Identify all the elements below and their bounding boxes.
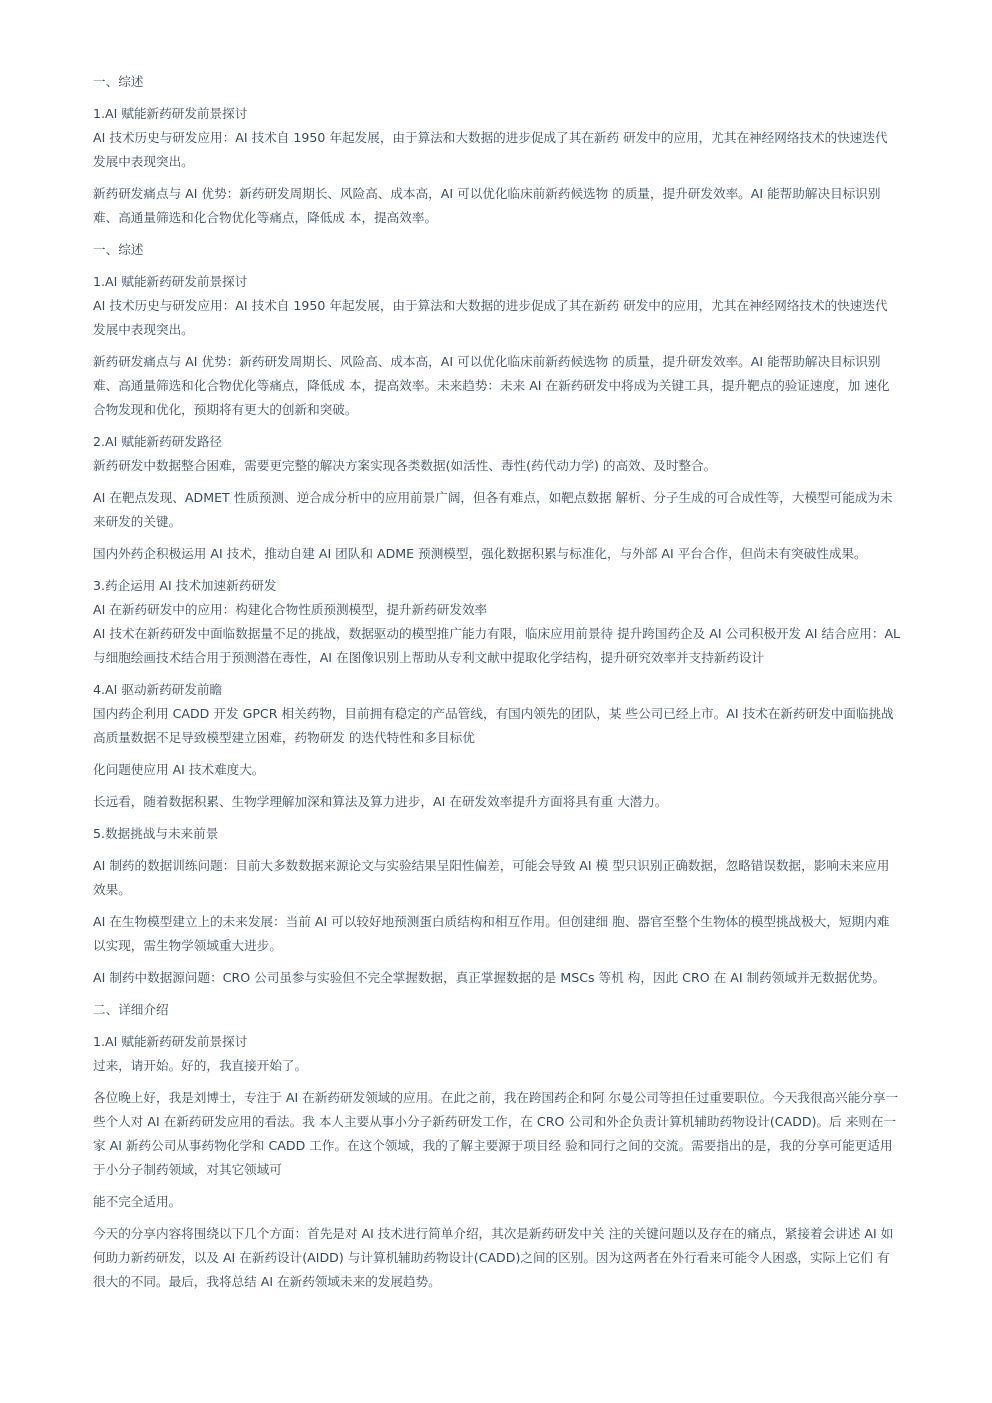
- paragraph: [93, 350, 941, 422]
- text-line: AI 制药中数据源问题：CRO 公司虽参与实验但不完全掌握数据，真正掌握数据的是 MSCs 等机 构，因此 CRO 在 AI 制药领域并无数据优势。: [93, 970, 886, 985]
- text-line: AI 技术在新药研发中面临数据量不足的挑战，数据驱动的模型推广能力有限，临床应用前景待 提升跨国药企及 AI 公司积极开发 AI 结合应用：AL: [93, 626, 901, 641]
- text-line: 各位晚上好，我是刘博士，专注于 AI 在新药研发领域的应用。在此之前，我在跨国药企和阿 尔曼公司等担任过重要职位。今天我很高兴能分享一: [93, 1090, 899, 1105]
- paragraph: [93, 790, 941, 814]
- paragraph: [93, 1190, 941, 1214]
- text-line: 一、综述: [93, 74, 144, 89]
- text-line: 于小分子制药领域，对其它领域可: [93, 1162, 282, 1177]
- text-line: 3.药企运用 AI 技术加速新药研发: [93, 578, 277, 593]
- paragraph: [93, 1222, 941, 1294]
- text-line: 以实现，需生物学领域重大进步。: [93, 938, 282, 953]
- paragraph: [93, 270, 941, 342]
- text-line: 新药研发痛点与 AI 优势：新药研发周期长、风险高、成本高，AI 可以优化临床前新药候选物 的质量，提升研发效率。AI 能帮助解决目标识别: [93, 186, 881, 201]
- text-line: AI 技术历史与研发应用：AI 技术自 1950 年起发展，由于算法和大数据的进步促成了其在新药 研发中的应用，尤其在神经网络技术的快速迭代: [93, 130, 888, 145]
- paragraph: [93, 574, 941, 670]
- text-line: 新药研发痛点与 AI 优势：新药研发周期长、风险高、成本高，AI 可以优化临床前新药候选物 的质量，提升研发效率。AI 能帮助解决目标识别: [93, 354, 881, 369]
- text-line: 新药研发中数据整合困难，需要更完整的解决方案实现各类数据(如活性、毒性(药代动力学) 的高效、及时整合。: [93, 458, 717, 473]
- text-line: 何助力新药研发，以及 AI 在新药设计(AIDD) 与计算机辅助药物设计(CADD)之间的区别。因为这两者在外行看来可能令人困惑，实际上它们 有: [93, 1250, 890, 1265]
- paragraph: [93, 102, 941, 174]
- paragraph: [93, 910, 941, 958]
- paragraph: [93, 430, 941, 478]
- text-line: 化问题使应用 AI 技术难度大。: [93, 762, 265, 777]
- text-line: 难、高通量筛选和化合物优化等痛点，降低成 本，提高效率。: [93, 210, 438, 225]
- paragraph: [93, 1086, 941, 1182]
- paragraph: [93, 238, 941, 262]
- text-line: 难、高通量筛选和化合物优化等痛点，降低成 本，提高效率。未来趋势：未来 AI 在新药研发中将成为关键工具，提升靶点的验证速度，加 速化: [93, 378, 890, 393]
- paragraph: [93, 486, 941, 534]
- text-line: 国内外药企积极运用 AI 技术，推动自建 AI 团队和 ADME 预测模型，强化数据积累与标准化，与外部 AI 平台合作，但尚未有突破性成果。: [93, 546, 867, 561]
- text-line: AI 制药的数据训练问题：目前大多数数据来源论文与实验结果呈阳性偏差，可能会导致 AI 模 型只识别正确数据，忽略错误数据，影响未来应用: [93, 858, 890, 873]
- text-line: AI 在生物模型建立上的未来发展：当前 AI 可以较好地预测蛋白质结构和相互作用。但创建细 胞、器官至整个生物体的模型挑战极大，短期内难: [93, 914, 890, 929]
- text-line: AI 在靶点发现、ADMET 性质预测、逆合成分析中的应用前景广阔，但各有难点，如靶点数据 解析、分子生成的可合成性等，大模型可能成为未: [93, 490, 893, 505]
- paragraph: [93, 1030, 941, 1078]
- text-line: 些个人对 AI 在新药研发应用的看法。我 本人主要从事小分子新药研发工作，在 CRO 公司和外企负责计算机辅助药物设计(CADD)。后 来则在一: [93, 1114, 897, 1129]
- text-line: AI 在新药研发中的应用：构建化合物性质预测模型，提升新药研发效率: [93, 602, 488, 617]
- paragraph: [93, 182, 941, 230]
- paragraph: [93, 678, 941, 750]
- text-line: 合物发现和优化，预期将有更大的创新和突破。: [93, 402, 358, 417]
- text-line: 2.AI 赋能新药研发路径: [93, 434, 223, 449]
- text-line: 1.AI 赋能新药研发前景探讨: [93, 274, 248, 289]
- text-line: 国内药企利用 CADD 开发 GPCR 相关药物，目前拥有稳定的产品管线，有国内领先的团队，某 些公司已经上市。AI 技术在新药研发中面临挑战: [93, 706, 894, 721]
- text-line: 与细胞绘画技术结合用于预测潜在毒性，AI 在图像识别上帮助从专利文献中提取化学结构，提升研究效率并支持新药设计: [93, 650, 765, 665]
- paragraph: [93, 70, 941, 94]
- text-line: 1.AI 赋能新药研发前景探讨: [93, 1034, 248, 1049]
- text-line: 1.AI 赋能新药研发前景探讨: [93, 106, 248, 121]
- text-line: 能不完全适用。: [93, 1194, 182, 1209]
- text-line: 长远看，随着数据积累、生物学理解加深和算法及算力进步，AI 在研发效率提升方面将具有重 大潜力。: [93, 794, 668, 809]
- text-line: 效果。: [93, 882, 131, 897]
- text-line: 5.数据挑战与未来前景: [93, 826, 219, 841]
- paragraph: [93, 854, 941, 902]
- paragraph: [93, 966, 941, 990]
- text-line: 发展中表现突出。: [93, 322, 194, 337]
- paragraph: [93, 758, 941, 782]
- text-line: 4.AI 驱动新药研发前瞻: [93, 682, 223, 697]
- paragraph: [93, 822, 941, 846]
- text-line: 二、详细介绍: [93, 1002, 169, 1017]
- text-line: 发展中表现突出。: [93, 154, 194, 169]
- text-line: 今天的分享内容将围绕以下几个方面：首先是对 AI 技术进行简单介绍，其次是新药研发中关 注的关键问题以及存在的痛点，紧接着会讲述 AI 如: [93, 1226, 894, 1241]
- text-line: 家 AI 新药公司从事药物化学和 CADD 工作。在这个领域，我的了解主要源于项目经 验和同行之间的交流。需要指出的是，我的分享可能更适用: [93, 1138, 893, 1153]
- text-line: 一、综述: [93, 242, 144, 257]
- text-line: 过来，请开始。好的，我直接开始了。: [93, 1058, 308, 1073]
- paragraph: [93, 542, 941, 566]
- text-line: 高质量数据不足导致模型建立困难，药物研发 的迭代特性和多目标优: [93, 730, 475, 745]
- document-body: [93, 70, 941, 1302]
- text-line: 来研发的关键。: [93, 514, 182, 529]
- text-line: AI 技术历史与研发应用：AI 技术自 1950 年起发展，由于算法和大数据的进步促成了其在新药 研发中的应用，尤其在神经网络技术的快速迭代: [93, 298, 888, 313]
- paragraph: [93, 998, 941, 1022]
- text-line: 很大的不同。最后，我将总结 AI 在新药领域未来的发展趋势。: [93, 1274, 441, 1289]
